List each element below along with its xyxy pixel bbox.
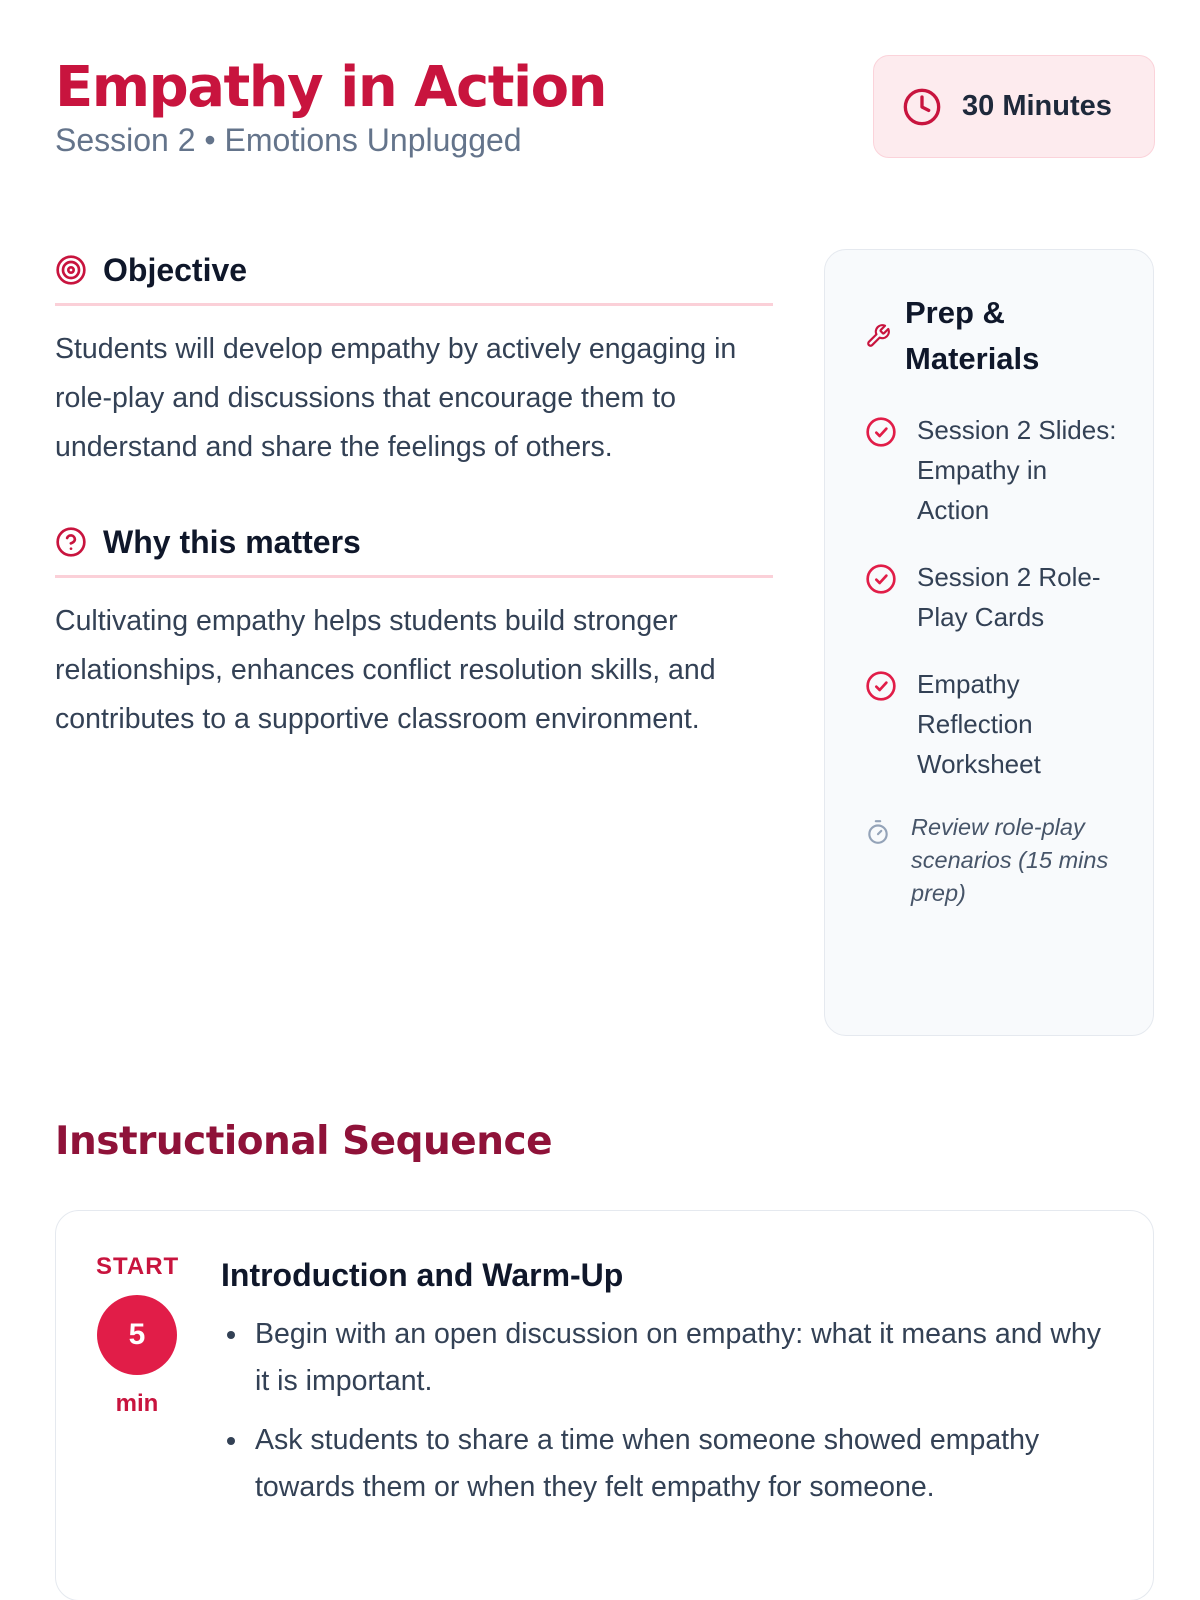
sequence-heading: Instructional Sequence: [55, 1119, 553, 1164]
material-label: Session 2 Role-Play Cards: [917, 562, 1101, 632]
clock-icon: [902, 87, 942, 127]
why-section: [55, 522, 773, 744]
why-text: Cultivating empathy helps students build stronger relationships, enhances conflict resolution skills, and contributes to a supportive classroom environment.: [55, 605, 716, 735]
list-item: [865, 557, 1123, 637]
step-bullet-list: [221, 1311, 1101, 1511]
list-item: [865, 664, 1123, 784]
why-divider: [55, 575, 773, 578]
materials-list: [865, 410, 1123, 784]
material-label: Empathy Reflection Worksheet: [917, 669, 1041, 779]
sequence-step-card: [55, 1210, 1154, 1600]
objective-text: Students will develop empathy by actively engaging in role-play and discussions that encourage them to understand and share the feelings of others.: [55, 333, 737, 463]
check-circle-icon: [865, 563, 897, 595]
step-content: [221, 1253, 1101, 1523]
list-item: Begin with an open discussion on empathy: what it means and why it is important.: [221, 1311, 1101, 1405]
question-circle-icon: [55, 526, 87, 558]
duration-badge: [873, 55, 1155, 158]
session-subtitle: Session 2 • Emotions Unplugged: [55, 122, 522, 158]
step-minutes-badge: 5: [97, 1295, 177, 1375]
step-timing: [96, 1251, 178, 1419]
objective-divider: [55, 303, 773, 306]
objective-heading: Objective: [103, 251, 248, 288]
prep-note: [865, 811, 1123, 910]
check-circle-icon: [865, 416, 897, 448]
material-label: Session 2 Slides: Empathy in Action: [917, 415, 1117, 525]
prep-heading-row: [865, 290, 1123, 382]
check-circle-icon: [865, 670, 897, 702]
list-item: Ask students to share a time when someone showed empathy towards them or when they felt empathy for someone.: [221, 1417, 1101, 1511]
objective-heading-row: [55, 250, 773, 290]
prep-note-text: Review role-play scenarios (15 mins prep): [911, 814, 1109, 906]
page-title: Empathy in Action: [55, 55, 607, 120]
lesson-overview: [55, 250, 773, 744]
step-minutes-unit: min: [115, 1390, 159, 1417]
list-item: [865, 410, 1123, 530]
why-heading-row: [55, 522, 773, 562]
step-title: Introduction and Warm-Up: [221, 1257, 624, 1293]
prep-materials-panel: [824, 249, 1154, 1036]
timer-icon: [865, 819, 891, 845]
objective-section: [55, 250, 773, 472]
duration-label: 30 Minutes: [962, 90, 1112, 122]
why-heading: Why this matters: [103, 523, 361, 560]
target-icon: [55, 254, 87, 286]
wrench-icon: [865, 323, 891, 349]
prep-heading: Prep & Materials: [905, 295, 1040, 376]
step-start-label: START: [96, 1253, 180, 1280]
